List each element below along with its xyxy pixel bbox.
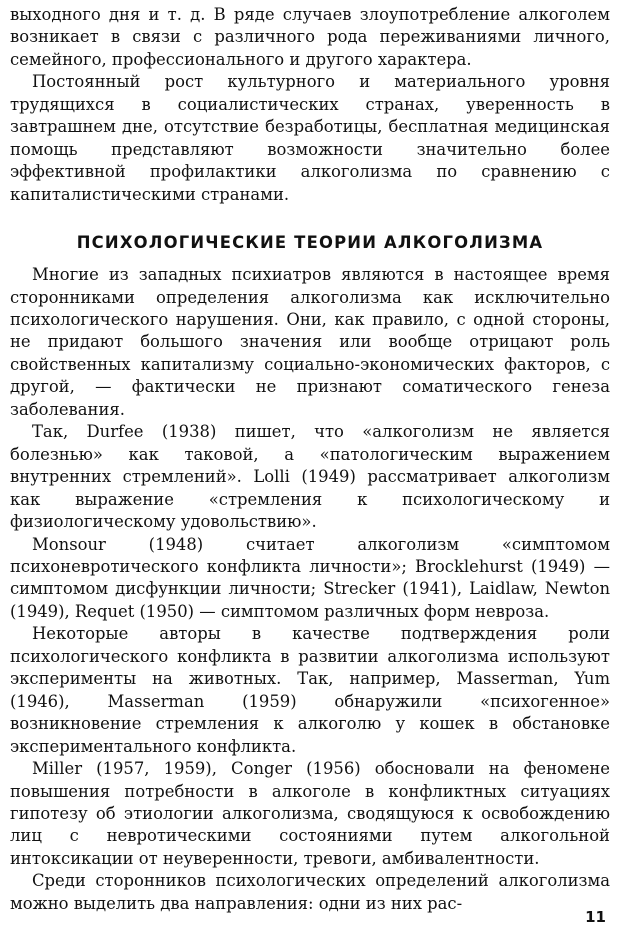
paragraph-continued: выходного дня и т. д. В ряде случаев злоупотребление алкоголем возникает в связи с различного рода переживаниями личного, семейного, профессионального и другого характера. xyxy=(10,5,610,69)
paragraph-miller-conger: Miller (1957, 1959), Conger (1956) обосновали на феномене повышения потребности в алкоголе в конфликтных ситуациях гипотезу об этиологии алкоголизма, сводящуюся к освобождению лиц с невротическими состояниями путем алкогольной интоксикации от неуверенности, тревоги, амбивалентности. xyxy=(10,759,610,868)
paragraph-monsour: Monsour (1948) считает алкоголизм «симптомом психоневротического конфликта личности»; Brocklehurst (1949) —симптомом дисфункции личности; Strecker (1941), Laidlaw, Newton (1949), Requet (1950) — симптомом различных форм невроза. xyxy=(10,534,610,621)
paragraph-western-psychiatrists: Многие из западных психиатров являются в настоящее время сторонниками определения алкоголизма как исключительно психологического нарушения. Они, как правило, с одной стороны, не придают большого значения или вообще отрицают роль свойственных капитализму социально-экономических факторов, с другой, — фактически не признают соматического генеза заболевания. xyxy=(10,265,610,419)
paragraph-durfee-lolli: Так, Durfee (1938) пишет, что «алкоголизм не является болезнью» как таковой, а «патологическим выражением внутренних стремлений». Lolli (1949) рассматривает алкоголизм как выражение «стремления к психологическому и физиологическому удовольствию». xyxy=(10,422,610,532)
paragraph-prevention: Постоянный рост культурного и материального уровня трудящихся в социалистических странах, уверенность в завтрашнем дне, отсутствие безработицы, бесплатная медицинская помощь представляют возможности значительно более эффективной профилактики алкоголизма по сравнению с капиталистическими странами. xyxy=(10,72,610,204)
section-title: ПСИХОЛОГИЧЕСКИЕ ТЕОРИИ АЛКОГОЛИЗМА xyxy=(76,233,544,253)
paragraph-two-directions: Среди сторонников психологических определений алкоголизма можно выделить два направления: одни из них рас- xyxy=(10,871,610,913)
paragraph-animal-experiments: Некоторые авторы в качестве подтверждения роли психологического конфликта в развитии алкоголизма используют эксперименты на животных. Так, например, Masserman, Yum (1946), Masserman (1959) обнаружили «психогенное» возникновение стремления к алкоголю у кошек в обстановке экспериментального конфликта. xyxy=(10,624,610,756)
page-number: 11 xyxy=(585,907,606,926)
